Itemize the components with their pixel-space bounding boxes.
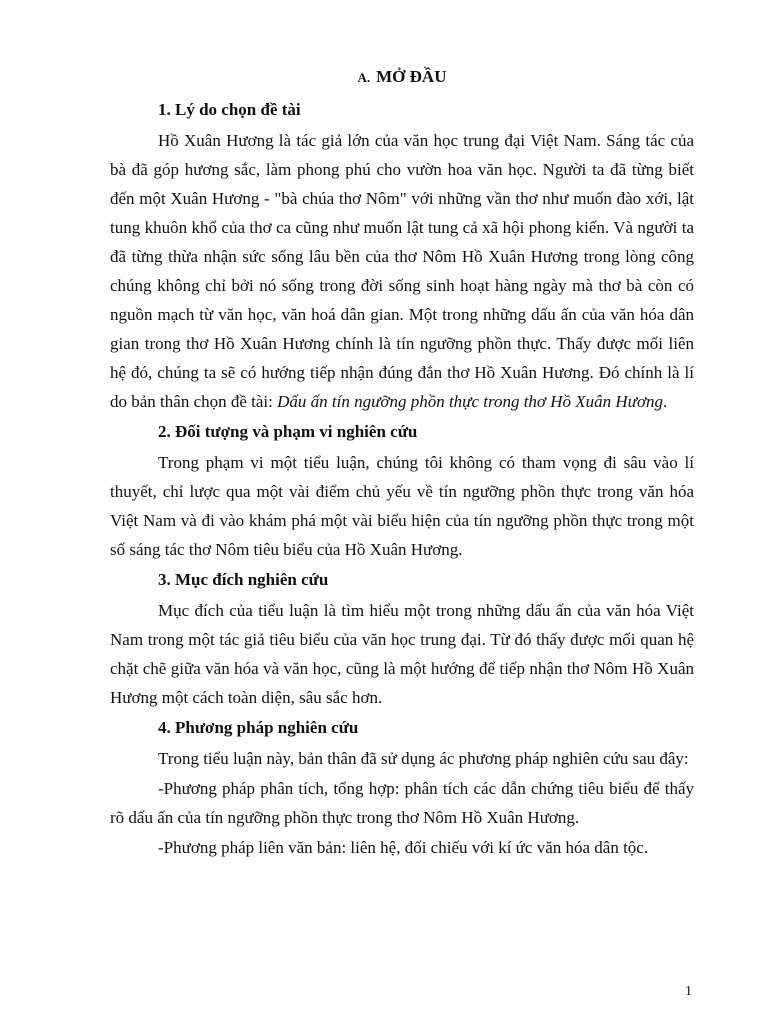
paragraph-method-analysis: -Phương pháp phân tích, tổng hợp: phân tích các dẫn chứng tiêu biểu để thấy rõ dấu ấn của tín ngưỡng phồn thực trong thơ Nôm Hồ Xuân Hương. <box>110 779 694 827</box>
paragraph-purpose: Mục đích của tiểu luận là tìm hiểu một trong những dấu ấn của văn hóa Việt Nam trong một tác giả tiêu biểu của văn học trung đại. Từ đó thấy được mối quan hệ chặt chẽ giữa văn hóa và văn học, cũng là một hướng để tiếp nhận thơ Nôm Hồ Xuân Hương một cách toàn diện, sâu sắc hơn. <box>110 601 694 707</box>
section-heading-scope: 2. Đối tượng và phạm vi nghiên cứu <box>158 422 418 441</box>
document-body <box>110 62 694 863</box>
paragraph-text: Hồ Xuân Hương là tác giả lớn của văn học trung đại Việt Nam. Sáng tác của bà đã góp hương sắc, làm phong phú cho vườn hoa văn học. Người ta đã từng biết đến một Xuân Hương - "bà chúa thơ Nôm" với những vần thơ như muốn đào xới, lật tung khuôn khổ của thơ ca cũng như muốn lật tung cả xã hội phong kiến. Và người ta đã từng thừa nhận sức sống lâu bền của thơ Nôm Hồ Xuân Hương trong lòng công chúng không chỉ bởi nó sống trong đời sống sinh hoạt hàng ngày mà thơ bà còn có nguồn mạch từ văn học, văn hoá dân gian. Một trong những dấu ấn của văn hóa dân gian trong thơ Hồ Xuân Hương chính là tín ngưỡng phồn thực. Thấy được mối liên hệ đó, chúng ta sẽ có hướng tiếp nhận đúng đắn thơ Hồ Xuân Hương. Đó chính là lí do bản thân chọn đề tài: <box>110 131 694 411</box>
page-number: 1 <box>685 984 692 999</box>
section-heading-methods: 4. Phương pháp nghiên cứu <box>158 718 359 737</box>
paragraph-methods-intro: Trong tiểu luận này, bản thân đã sử dụng ác phương pháp nghiên cứu sau đây: <box>158 749 689 768</box>
topic-title-italic: Dấu ấn tín ngưỡng phồn thực trong thơ Hồ Xuân Hương <box>277 392 664 411</box>
paragraph-method-intertext: -Phương pháp liên văn bản: liên hệ, đối chiếu với kí ức văn hóa dân tộc. <box>158 838 649 857</box>
section-heading-purpose: 3. Mục đích nghiên cứu <box>158 570 329 589</box>
chapter-letter: A. <box>357 70 371 85</box>
section-heading-reason: 1. Lý do chọn đề tài <box>158 100 301 119</box>
paragraph-tail: . <box>663 392 668 411</box>
paragraph-reason <box>110 126 694 416</box>
paragraph-scope: Trong phạm vi một tiểu luận, chúng tôi không có tham vọng đi sâu vào lí thuyết, chỉ lược qua một vài điểm chủ yếu về tín ngưỡng phồn thực trong văn hóa Việt Nam và đi vào khám phá một vài biểu hiện của tín ngưỡng phồn thực trong một số sáng tác thơ Nôm tiêu biểu của Hồ Xuân Hương. <box>110 453 694 559</box>
chapter-title <box>110 62 694 92</box>
chapter-title-text: MỞ ĐẦU <box>376 67 447 86</box>
